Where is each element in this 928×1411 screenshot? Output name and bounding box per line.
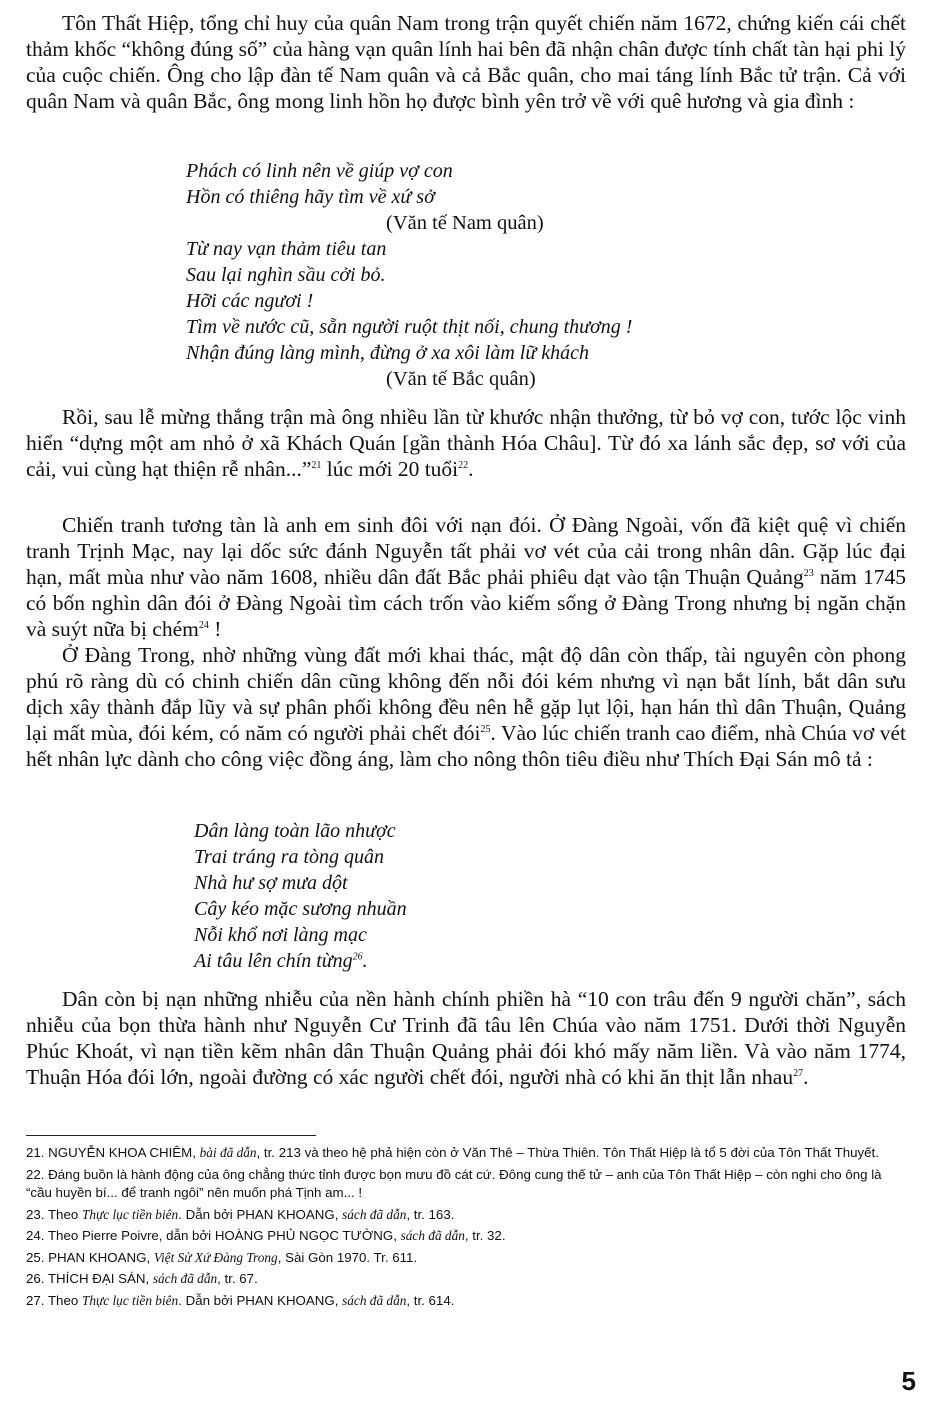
page-number: 5 [901,1366,916,1396]
verse-block-2 [186,236,632,392]
paragraph-1 [26,10,906,114]
footnote-24 [26,1227,910,1246]
paragraph-5 [26,986,906,1090]
paragraph-segment: Rồi, sau lễ mừng thắng trận mà ông nhiều lần từ khước nhận thưởng, từ bỏ vợ con, tước lộc vinh hiển “dựng một am nhỏ ở xã Khách Quán [gần thành Hóa Châu]. Từ đó xa lánh sắc đẹp, sơ với của cải, vui cùng hạt thiện rễ nhân...” [26,405,906,481]
footnote-ref: 25 [480,723,491,735]
footnote-ref: 23 [803,567,814,579]
verse-line: Phách có linh nên về giúp vợ con [186,160,453,182]
verse-line: Nhà hư sợ mưa dột [194,872,348,894]
footnote-text: , tr. 614. [406,1292,455,1308]
verse-line: Hỡi các ngươi ! [186,290,314,312]
verse-line: Dân làng toàn lão nhược [194,820,396,842]
paragraph-segment: . [468,457,474,481]
footnote-ref: 26 [352,951,363,963]
footnote-ref: 24 [198,619,209,631]
paragraph-text: Tôn Thất Hiệp, tổng chỉ huy của quân Nam trong trận quyết chiến năm 1672, chứng kiến cái chết thảm khốc “không đúng số” của hàng vạn quân lính hai bên đã nhận chân được tính chất tàn hại phi lý của cuộc chiến. Ông cho lập đàn tế Nam quân và cả Bắc quân, cho mai táng lính Bắc tử trận. Cả với quân Nam và quân Bắc, ông mong linh hồn họ được bình yên trở về với quê hương và gia đình : [26,11,906,113]
footnote-italic: Thực lục tiền biên [81,1206,179,1222]
paragraph-text [26,642,906,772]
verse-block-1 [186,158,544,236]
footnote-text: 24. Theo Pierre Poivre, dẫn bởi HOÀNG PHỦ NGỌC TƯỜNG, [26,1228,401,1243]
verse-line: Trai tráng ra tòng quân [194,846,385,868]
footnote-27 [26,1292,910,1311]
footnote-text: , tr. 213 và theo hệ phả hiện còn ở Văn Thê – Thừa Thiên. Tôn Thất Hiệp là tổ 5 đời của Tôn Thất Thuyết. [256,1145,879,1160]
paragraph-segment: Ở Đàng Trong, nhờ những vùng đất mới khai thác, mật độ dân còn thấp, tài nguyên còn phong phú rõ ràng dù có chinh chiến dân cũng không đến nỗi đói kém nhưng vì nạn bắt lính, bắt dân sưu dịch xây thành đắp lũy và sự phân phối không đều nên hễ gặp lụt lội, hạn hán thì dân Thuận, Quảng lại mất mùa, đói kém, có năm có người phải chết đói [26,643,906,745]
paragraph-2 [26,404,906,482]
verse-source: (Văn tế Bắc quân) [386,368,536,390]
verse-line: Ai tâu lên chín từng$^{26}$. [194,950,368,972]
footnote-italic: Việt Sử Xứ Đàng Trong [153,1249,278,1265]
verse-source: (Văn tế Nam quân) [386,212,544,234]
paragraph-text [26,986,906,1090]
verse-line: Sau lại nghìn sầu cởi bỏ. [186,264,386,286]
footnote-text: 26. THÍCH ĐẠI SÁN, [26,1271,153,1286]
footnote-italic: sách đã dẫn [342,1206,407,1222]
paragraph-segment: Chiến tranh tương tàn là anh em sinh đôi với nạn đói. Ở Đàng Ngoài, vốn đã kiệt quệ vì chiến tranh Trịnh Mạc, nay lại dốc sức đánh Nguyễn tất phải vơ vét của cải trong nhân dân. Gặp lúc đại hạn, mất mùa như vào năm 1608, nhiều dân đất Bắc phải phiêu dạt vào tận Thuận Quảng [26,513,906,589]
verse-line: Tìm về nước cũ, sẵn người ruột thịt nối, chung thương ! [186,316,633,338]
paragraph-segment: Dân còn bị nạn những nhiễu của nền hành chính phiền hà “10 con trâu đến 9 người chăn”, sách nhiễu của bọn thừa hành như Nguyễn Cư Trinh đã tâu lên Chúa vào năm 1751. Dưới thời Nguyễn Phúc Khoát, vì nạn tiền kẽm nhân dân Thuận Quảng phải đói khó mấy năm liền. Và vào năm 1774, Thuận Hóa đói lớn, ngoài đường có xác người chết đói, người nhà có khi ăn thịt lẫn nhau [26,987,906,1089]
footnote-italic: sách đã dẫn [342,1292,407,1308]
paragraph-segment: ! [208,617,222,641]
footnote-italic: bài đã dẫn [199,1145,257,1160]
verse-block-3 [194,818,407,974]
footnote-text: 27. Theo [26,1292,82,1308]
footnote-text: , tr. 67. [217,1271,258,1286]
footnotes [26,1144,910,1310]
paragraph-segment: năm 1745 có bốn nghìn dân đói ở Đàng Ngoài tìm cách trốn vào kiếm sống ở Đàng Trong nhưng bị ngăn chặn và suýt nữa bị chém [26,565,906,641]
paragraph-segment: lúc mới 20 tuổi [321,457,459,481]
footnote-22: 22. Đáng buồn là hành động của ông chẳng thức tỉnh được bọn mưu đồ cát cứ. Đông cung thế tử – anh của Tôn Thất Hiệp – còn nghi cho ông là “cầu huyền bí... để tranh ngôi” nên muốn phá Tịnh am... ! [26,1166,882,1200]
footnote-italic: Thực lục tiền biên [81,1292,179,1308]
paragraph-segment: . [803,1065,809,1089]
footnote-text: 25. PHAN KHOANG, [26,1249,154,1265]
footnote-italic: sách đã dẫn [400,1228,465,1243]
verse-line: Cây kéo mặc sương nhuần [194,898,407,920]
verse-line: Nhận đúng làng mình, đừng ở xa xôi làm lữ khách [186,342,590,364]
paragraph-3 [26,512,906,772]
footnote-23 [26,1206,910,1225]
footnote-ref: 22 [458,459,469,471]
paragraph-segment: . Vào lúc chiến tranh cao điểm, nhà Chúa vơ vét hết nhân lực dành cho công việc đồng áng, làm cho nông thôn tiêu điều như Thích Đại Sán mô tả : [26,721,906,771]
footnote-25 [26,1249,910,1268]
footnote-text: 21. NGUYỄN KHOA CHIÊM, [26,1145,200,1160]
footnote-divider [26,1135,316,1136]
footnote-text: . Dẫn bởi PHAN KHOANG, [178,1206,343,1222]
verse-line: Từ nay vạn thảm tiêu tan [186,238,387,260]
paragraph-text [26,512,906,642]
footnote-text: , tr. 32. [464,1228,506,1243]
footnote-ref: 21 [311,459,322,471]
footnote-ref: 27 [793,1067,804,1079]
footnote-21 [26,1144,910,1163]
footnote-italic: sách đã dẫn [152,1271,218,1286]
footnote-26 [26,1270,910,1289]
footnote-text: , Sài Gòn 1970. Tr. 611. [277,1249,418,1265]
verse-line: Nỗi khổ nơi làng mạc [194,924,367,946]
footnote-text: 23. Theo [26,1206,82,1222]
footnote-text: , tr. 163. [406,1206,455,1222]
verse-line: Hồn có thiêng hãy tìm về xứ sở [186,186,435,208]
verse-text: Ai tâu lên chín từng [194,950,353,972]
footnote-text: . Dẫn bởi PHAN KHOANG, [178,1292,343,1308]
paragraph-text [26,404,906,482]
